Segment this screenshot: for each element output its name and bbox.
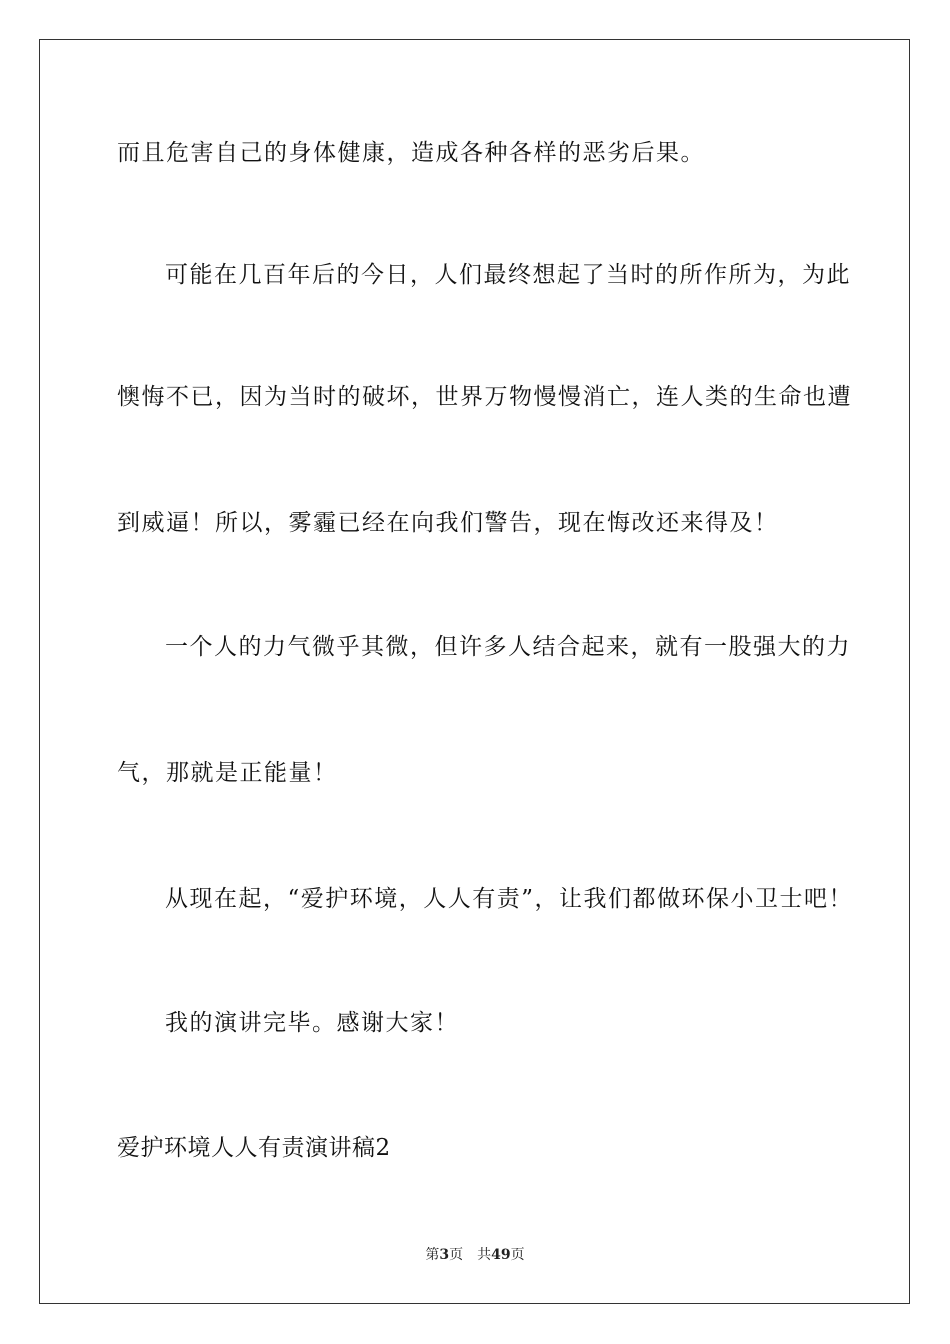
text-line: 到威逼！所以，雾霾已经在向我们警告，现在悔改还来得及！ <box>117 510 779 536</box>
footer-total-prefix: 共 <box>477 1247 492 1263</box>
paragraph-start-line: 我的演讲完毕。感谢大家！ <box>165 1010 459 1036</box>
section-title: 爱护环境人人有责演讲稿2 <box>117 1135 391 1161</box>
page-border <box>39 39 910 1304</box>
text-line: 气，那就是正能量！ <box>117 760 338 786</box>
text-line: 而且危害自己的身体健康，造成各种各样的恶劣后果。 <box>117 140 705 166</box>
paragraph-start-line: 可能在几百年后的今日，人们最终想起了当时的所作所为，为此 <box>165 262 851 288</box>
footer-page-suffix: 页 <box>449 1247 464 1263</box>
page-footer <box>0 1246 950 1264</box>
footer-page-prefix: 第 <box>425 1247 440 1263</box>
footer-total-pages: 49 <box>491 1247 511 1263</box>
footer-total-suffix: 页 <box>510 1247 525 1263</box>
text-line: 懊悔不已，因为当时的破坏，世界万物慢慢消亡，连人类的生命也遭 <box>117 384 852 410</box>
paragraph-start-line: 一个人的力气微乎其微，但许多人结合起来，就有一股强大的力 <box>165 634 851 660</box>
paragraph-start-line: 从现在起，“爱护环境，人人有责”，让我们都做环保小卫士吧！ <box>165 886 854 912</box>
footer-page-number: 3 <box>439 1247 450 1263</box>
